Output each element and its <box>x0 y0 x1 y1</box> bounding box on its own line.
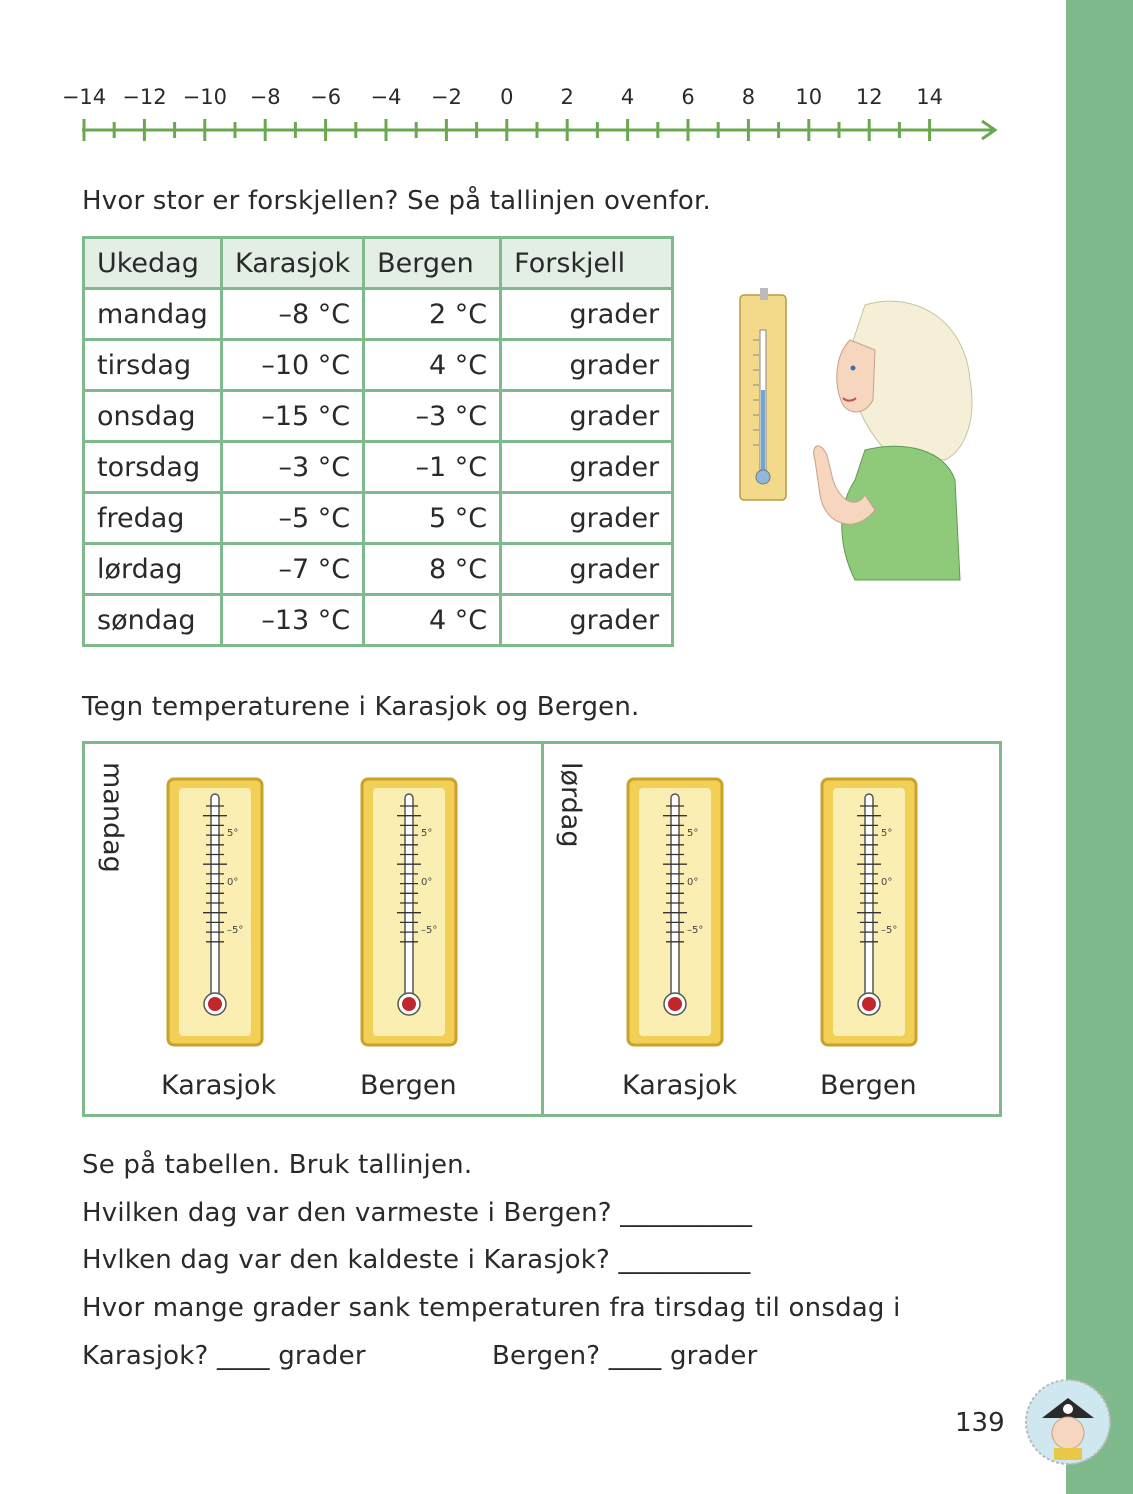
cell-day: mandag <box>84 289 222 340</box>
cell-difference-input[interactable]: grader <box>501 340 673 391</box>
cell-difference-input[interactable]: grader <box>501 493 673 544</box>
scale-label-5: 5° <box>687 828 699 839</box>
answer-karasjok-degrees[interactable]: Karasjok? ____ grader <box>82 1341 366 1371</box>
girl-reading-thermometer-illustration <box>715 280 990 590</box>
cell-karasjok: –5 °C <box>222 493 364 544</box>
number-line-label: 12 <box>855 85 883 109</box>
cell-karasjok: –3 °C <box>222 442 364 493</box>
cell-difference-input[interactable]: grader <box>501 544 673 595</box>
header-forskjell: Forskjell <box>501 238 673 289</box>
scale-label-5: 5° <box>421 828 433 839</box>
number-line-label: −12 <box>122 85 167 109</box>
table-row <box>84 289 673 340</box>
scale-label-minus5: –5° <box>687 925 704 936</box>
cell-day: søndag <box>84 595 222 646</box>
scale-label-minus5: –5° <box>421 925 438 936</box>
thermometer-drawing-panels <box>82 741 1002 1117</box>
number-line-label: −10 <box>182 85 227 109</box>
thermometer-bulb <box>668 997 682 1011</box>
cell-difference-input[interactable]: grader <box>501 595 673 646</box>
number-line-label: 8 <box>741 85 756 109</box>
thermometer-bulb <box>208 997 222 1011</box>
thermometer-mandag-bergen[interactable] <box>359 776 459 1048</box>
cell-bergen: 4 °C <box>364 340 501 391</box>
cell-bergen: 4 °C <box>364 595 501 646</box>
cell-bergen: 8 °C <box>364 544 501 595</box>
cell-bergen: 5 °C <box>364 493 501 544</box>
cell-difference-input[interactable]: grader <box>501 289 673 340</box>
thermometer-bulb <box>402 997 416 1011</box>
number-line-label: −8 <box>249 85 281 109</box>
number-line-label: 10 <box>795 85 823 109</box>
intro-text: Hvor stor er forskjellen? Se på tallinjen ovenfor. <box>82 186 712 216</box>
table-row <box>84 391 673 442</box>
page-number: 139 <box>955 1408 1005 1438</box>
table-row <box>84 493 673 544</box>
label-bergen: Bergen <box>820 1070 917 1101</box>
thermometer-lordag-bergen[interactable] <box>819 776 919 1048</box>
cell-day: lørdag <box>84 544 222 595</box>
cell-karasjok: –10 °C <box>222 340 364 391</box>
cell-karasjok: –8 °C <box>222 289 364 340</box>
answer-bergen-degrees[interactable]: Bergen? ____ grader <box>492 1341 758 1371</box>
thermometer-lordag-karasjok[interactable] <box>625 776 725 1048</box>
number-line-label: 14 <box>916 85 943 109</box>
thermometer-bulb <box>862 997 876 1011</box>
cell-karasjok: –13 °C <box>222 595 364 646</box>
table-row <box>84 544 673 595</box>
number-line <box>0 0 1060 160</box>
cell-difference-input[interactable]: grader <box>501 442 673 493</box>
panel-day-lordag: lørdag <box>555 762 586 848</box>
question-warmest-bergen[interactable]: Hvilken dag var den varmeste i Bergen? __________ <box>82 1198 753 1228</box>
table-row <box>84 595 673 646</box>
label-bergen: Bergen <box>360 1070 457 1101</box>
question-temperature-drop: Hvor mange grader sank temperaturen fra tirsdag til onsdag i <box>82 1293 901 1323</box>
cell-bergen: 2 °C <box>364 289 501 340</box>
cell-bergen: –3 °C <box>364 391 501 442</box>
scale-label-0: 0° <box>421 877 433 888</box>
number-line-label: 6 <box>681 85 695 109</box>
panel-day-mandag: mandag <box>97 762 128 873</box>
table-header-row <box>84 238 673 289</box>
scale-label-5: 5° <box>227 828 239 839</box>
number-line-label: −14 <box>61 85 107 109</box>
number-line-labels <box>62 85 943 109</box>
temperature-table <box>82 236 674 647</box>
scale-label-0: 0° <box>687 877 699 888</box>
scale-label-5: 5° <box>881 828 893 839</box>
number-line-label: −6 <box>310 85 342 109</box>
number-line-label: 4 <box>620 85 635 109</box>
scale-label-minus5: –5° <box>227 925 244 936</box>
thermometer-mandag-karasjok[interactable] <box>165 776 265 1048</box>
question-coldest-karasjok[interactable]: Hvlken dag var den kaldeste i Karasjok? __________ <box>82 1245 751 1275</box>
label-karasjok: Karasjok <box>622 1070 738 1101</box>
cell-difference-input[interactable]: grader <box>501 391 673 442</box>
header-ukedag: Ukedag <box>84 238 222 289</box>
cell-day: torsdag <box>84 442 222 493</box>
scale-label-minus5: –5° <box>881 925 898 936</box>
question-intro: Se på tabellen. Bruk tallinjen. <box>82 1150 473 1180</box>
header-karasjok: Karasjok <box>222 238 364 289</box>
green-margin-strip <box>1066 0 1133 1494</box>
cell-bergen: –1 °C <box>364 442 501 493</box>
cell-karasjok: –15 °C <box>222 391 364 442</box>
number-line-label: −4 <box>370 85 402 109</box>
cell-day: fredag <box>84 493 222 544</box>
scale-label-0: 0° <box>881 877 893 888</box>
number-line-label: 0 <box>500 85 514 109</box>
label-karasjok: Karasjok <box>161 1070 277 1101</box>
number-line-label: 2 <box>560 85 574 109</box>
scale-label-0: 0° <box>227 877 239 888</box>
table-row <box>84 442 673 493</box>
table-row <box>84 340 673 391</box>
cell-day: tirsdag <box>84 340 222 391</box>
cell-karasjok: –7 °C <box>222 544 364 595</box>
number-line-label: −2 <box>430 85 462 109</box>
pirate-mascot-icon <box>1024 1378 1112 1466</box>
header-bergen: Bergen <box>364 238 501 289</box>
cell-day: onsdag <box>84 391 222 442</box>
panel-divider <box>541 744 544 1114</box>
draw-instruction: Tegn temperaturene i Karasjok og Bergen. <box>82 692 640 722</box>
